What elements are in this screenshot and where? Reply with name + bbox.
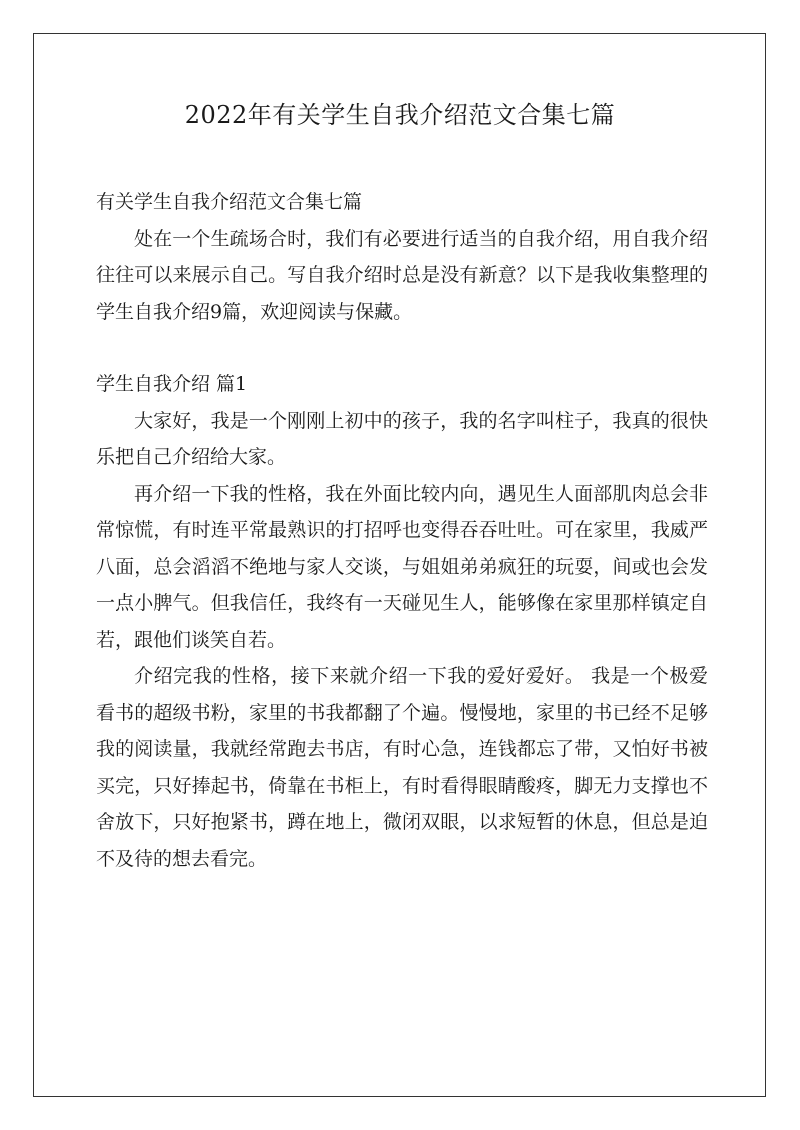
- body-paragraph-2: 再介绍一下我的性格，我在外面比较内向，遇见生人面部肌肉总会非常惊慌，有时连平常最熟识的打招呼也变得吞吞吐吐。可在家里，我威严八面，总会滔滔不绝地与家人交谈，与姐姐弟弟疯狂的玩耍，间或也会发一点小脾气。但我信任，我终有一天碰见生人，能够像在家里那样镇定自若，跟他们谈笑自若。: [96, 482, 708, 651]
- document-title: 2022年有关学生自我介绍范文合集七篇: [184, 101, 616, 129]
- section-heading: 学生自我介绍 篇1: [96, 373, 248, 395]
- section-spacer: [96, 330, 708, 366]
- document-subtitle: 有关学生自我介绍范文合集七篇: [96, 191, 363, 213]
- body-paragraph-3: 介绍完我的性格，接下来就介绍一下我的爱好爱好。 我是一个极爱看书的超级书粉，家里的书我都翻了个遍。慢慢地，家里的书已经不足够我的阅读量，我就经常跑去书店，有时心急，连钱都忘了带，又怕好书被买完，只好捧起书，倚靠在书柜上，有时看得眼睛酸疼，脚无力支撑也不舍放下，只好抱紧书，蹲在地上，微闭双眼，以求短暂的休息，但总是迫不及待的想去看完。: [96, 665, 708, 870]
- intro-paragraph: 处在一个生疏场合时，我们有必要进行适当的自我介绍，用自我介绍往往可以来展示自己。写自我介绍时总是没有新意？以下是我收集整理的学生自我介绍9篇，欢迎阅读与保藏。: [96, 227, 708, 323]
- document-body: [96, 184, 708, 877]
- body-paragraph-1: 大家好，我是一个刚刚上初中的孩子，我的名字叫柱子，我真的很快乐把自己介绍给大家。: [96, 409, 708, 468]
